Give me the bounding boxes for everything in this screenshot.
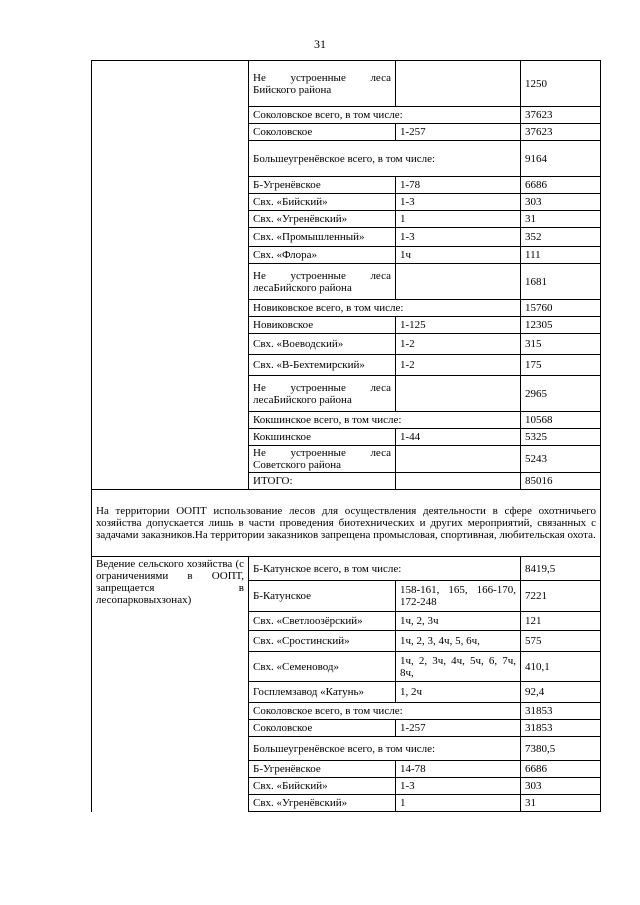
quarters-cell bbox=[396, 264, 521, 300]
row-name-cell: Свх. «Бийский» bbox=[249, 194, 396, 211]
area-cell: 7221 bbox=[521, 581, 601, 612]
area-cell: 315 bbox=[521, 334, 601, 355]
area-cell: 175 bbox=[521, 355, 601, 376]
area-cell: 31853 bbox=[521, 720, 601, 737]
area-cell: 2965 bbox=[521, 376, 601, 412]
quarters-cell: 1-257 bbox=[396, 720, 521, 737]
row-name-cell: Б-Катунское всего, в том числе: bbox=[249, 557, 521, 581]
activity-cell: Ведение сельского хозяйства (с ограничениями в ООПТ, запрещается в лесопарковыхзонах) bbox=[92, 557, 249, 812]
empty-activity-cell bbox=[92, 61, 249, 490]
quarters-cell bbox=[396, 446, 521, 473]
area-cell: 352 bbox=[521, 228, 601, 247]
row-name-cell: Свх. «Семеновод» bbox=[249, 652, 396, 682]
row-name-cell: Новиковское bbox=[249, 317, 396, 334]
row-name-cell: Б-Угренёвское bbox=[249, 177, 396, 194]
quarters-cell: 1-2 bbox=[396, 355, 521, 376]
row-name-cell: Не устроенные леса Советского района bbox=[249, 446, 396, 473]
quarters-cell: 158-161, 165, 166-170, 172-248 bbox=[396, 581, 521, 612]
row-name-cell: Большеугренёвское всего, в том числе: bbox=[249, 737, 521, 761]
note-row bbox=[92, 490, 601, 557]
area-cell: 410,1 bbox=[521, 652, 601, 682]
row-name-cell: Свх. «В-Бехтемирский» bbox=[249, 355, 396, 376]
quarters-cell: 14-78 bbox=[396, 761, 521, 778]
row-name-cell: Соколовское bbox=[249, 124, 396, 141]
row-name-cell: Кокшинское bbox=[249, 429, 396, 446]
quarters-cell: 1 bbox=[396, 211, 521, 228]
row-name-cell: Свх. «Воеводский» bbox=[249, 334, 396, 355]
row-name-cell: Соколовское bbox=[249, 720, 396, 737]
forest-usage-table bbox=[91, 60, 601, 812]
row-name-cell: Большеугренёвское всего, в том числе: bbox=[249, 141, 521, 177]
row-name-cell: Новиковское всего, в том числе: bbox=[249, 300, 521, 317]
row-name-cell: Соколовское всего, в том числе: bbox=[249, 107, 521, 124]
quarters-cell: 1-257 bbox=[396, 124, 521, 141]
area-cell: 9164 bbox=[521, 141, 601, 177]
area-cell: 303 bbox=[521, 194, 601, 211]
table-row bbox=[92, 557, 601, 581]
row-name-cell: Госплемзавод «Катунь» bbox=[249, 682, 396, 703]
quarters-cell bbox=[396, 473, 521, 490]
quarters-cell: 1ч bbox=[396, 247, 521, 264]
area-cell: 111 bbox=[521, 247, 601, 264]
area-cell: 15760 bbox=[521, 300, 601, 317]
quarters-cell: 1-2 bbox=[396, 334, 521, 355]
row-name-cell: Соколовское всего, в том числе: bbox=[249, 703, 521, 720]
area-cell: 10568 bbox=[521, 412, 601, 429]
area-cell: 6686 bbox=[521, 177, 601, 194]
row-name-cell: Кокшинское всего, в том числе: bbox=[249, 412, 521, 429]
area-cell: 5243 bbox=[521, 446, 601, 473]
quarters-cell: 1-3 bbox=[396, 194, 521, 211]
row-name-cell: Свх. «Флора» bbox=[249, 247, 396, 264]
quarters-cell: 1ч, 2, 3ч, 4ч, 5ч, 6, 7ч, 8ч, bbox=[396, 652, 521, 682]
quarters-cell: 1-125 bbox=[396, 317, 521, 334]
note-text: На территории ООПТ использование лесов для осуществления деятельности в сфере охотничьего хозяйства допускается лишь в части проведения биотехнических и других мероприятий, связанных с задачами заказников.На территории заказников запрещена промысловая, спортивная, любительская охота. bbox=[92, 490, 601, 557]
row-name-cell: Не устроенные леса лесаБийского района bbox=[249, 376, 396, 412]
area-cell: 92,4 bbox=[521, 682, 601, 703]
quarters-cell: 1ч, 2, 3, 4ч, 5, 6ч, bbox=[396, 631, 521, 652]
row-name-cell: Свх. «Угренёвский» bbox=[249, 795, 396, 812]
row-name-cell: Не устроенные леса Бийского района bbox=[249, 61, 396, 107]
area-cell: 1681 bbox=[521, 264, 601, 300]
area-cell: 5325 bbox=[521, 429, 601, 446]
quarters-cell bbox=[396, 376, 521, 412]
area-cell: 303 bbox=[521, 778, 601, 795]
area-cell: 31 bbox=[521, 795, 601, 812]
table-row bbox=[92, 61, 601, 107]
quarters-cell: 1-3 bbox=[396, 228, 521, 247]
area-cell: 8419,5 bbox=[521, 557, 601, 581]
row-name-cell: Свх. «Промышленный» bbox=[249, 228, 396, 247]
area-cell: 6686 bbox=[521, 761, 601, 778]
area-cell: 37623 bbox=[521, 107, 601, 124]
row-name-cell: Свх. «Светлоозёрский» bbox=[249, 612, 396, 631]
area-cell: 31853 bbox=[521, 703, 601, 720]
row-name-cell: Б-Угренёвское bbox=[249, 761, 396, 778]
area-cell: 31 bbox=[521, 211, 601, 228]
area-cell: 12305 bbox=[521, 317, 601, 334]
area-cell: 575 bbox=[521, 631, 601, 652]
area-cell: 7380,5 bbox=[521, 737, 601, 761]
row-name-cell: Свх. «Бийский» bbox=[249, 778, 396, 795]
area-cell: 121 bbox=[521, 612, 601, 631]
row-name-cell: Б-Катунское bbox=[249, 581, 396, 612]
quarters-cell: 1 bbox=[396, 795, 521, 812]
quarters-cell: 1-78 bbox=[396, 177, 521, 194]
quarters-cell: 1-3 bbox=[396, 778, 521, 795]
quarters-cell bbox=[396, 61, 521, 107]
quarters-cell: 1ч, 2, 3ч bbox=[396, 612, 521, 631]
area-cell: 85016 bbox=[521, 473, 601, 490]
row-name-cell: Не устроенные леса лесаБийского района bbox=[249, 264, 396, 300]
page-number: 31 bbox=[314, 37, 326, 51]
row-name-cell: ИТОГО: bbox=[249, 473, 396, 490]
row-name-cell: Свх. «Сростинский» bbox=[249, 631, 396, 652]
area-cell: 37623 bbox=[521, 124, 601, 141]
area-cell: 1250 bbox=[521, 61, 601, 107]
quarters-cell: 1-44 bbox=[396, 429, 521, 446]
quarters-cell: 1, 2ч bbox=[396, 682, 521, 703]
row-name-cell: Свх. «Угренёвский» bbox=[249, 211, 396, 228]
